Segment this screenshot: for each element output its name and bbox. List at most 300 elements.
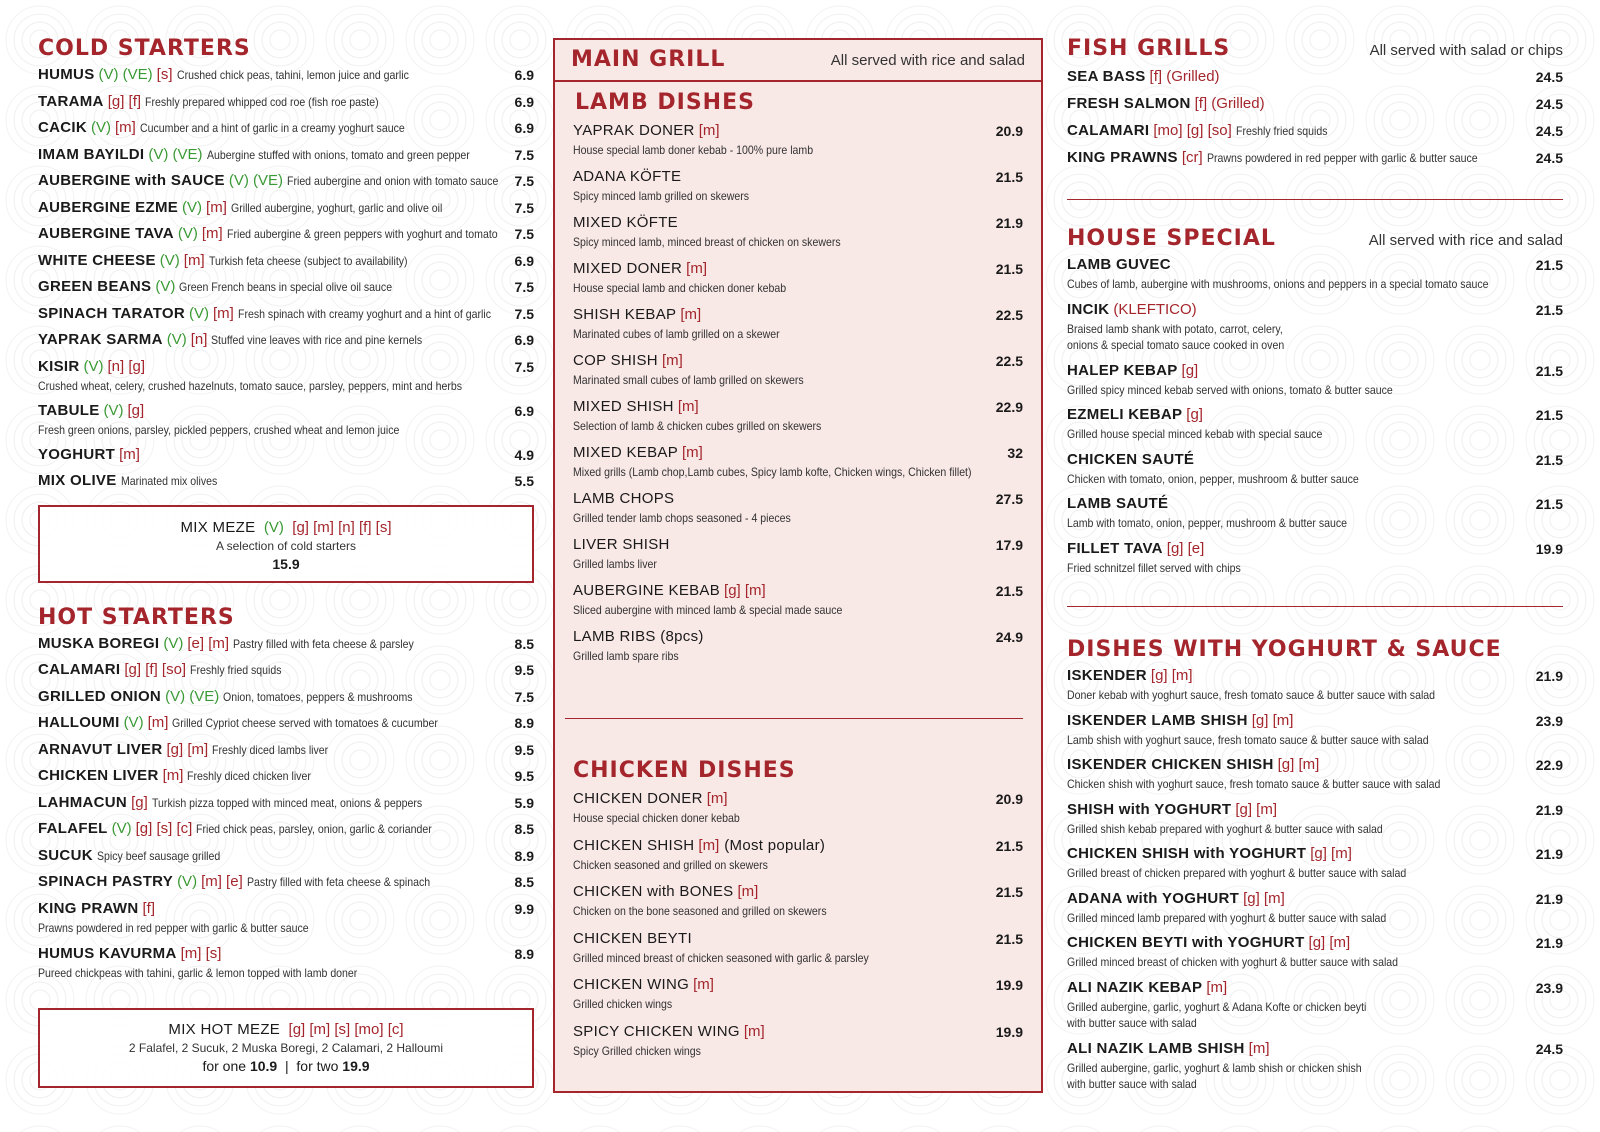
menu-item-text: [1067, 665, 1530, 703]
menu-item[interactable]: [573, 788, 1023, 835]
menu-item-line: [573, 928, 990, 950]
menu-item-allergen-tags: [s]: [156, 66, 173, 83]
menu-item-line: [1067, 360, 1530, 382]
house-divider: [1067, 606, 1563, 607]
menu-item[interactable]: [1067, 799, 1563, 844]
menu-item-desc: Aubergine stuffed with onions, tomato and green pepper: [206, 147, 470, 162]
menu-item-desc: Grilled chicken wings: [573, 997, 673, 1011]
fish-divider: [1067, 199, 1563, 200]
menu-item-allergen-tags: [m]: [115, 119, 136, 136]
menu-item-text: [38, 898, 509, 936]
menu-item-name: CHICKEN SAUTÉ: [1067, 450, 1195, 468]
menu-item-allergen-tags: [f] (Grilled): [1194, 95, 1265, 112]
menu-item-veg-tag: (V) (VE): [148, 145, 203, 163]
menu-item[interactable]: [38, 91, 534, 118]
menu-item[interactable]: [1067, 710, 1563, 755]
menu-item-allergen-tags: [g]: [131, 793, 148, 811]
menu-item[interactable]: [573, 212, 1023, 258]
menu-item-price: 7.5: [514, 688, 534, 705]
menu-item-veg-tag: (V) (VE): [228, 172, 284, 189]
menu-item-price: 7.5: [514, 358, 534, 375]
menu-item-name: LIVER SHISH: [573, 536, 670, 553]
menu-item-text: [1067, 932, 1530, 970]
menu-item-price: 8.9: [514, 847, 534, 864]
menu-item-line: [38, 845, 509, 867]
for-two-price: 19.9: [342, 1057, 370, 1074]
menu-item-line: [573, 534, 990, 556]
menu-item-desc: Prawns powdered in red pepper with garlic & butter sauce: [1206, 151, 1478, 165]
menu-item-allergen-tags: [m]: [162, 767, 184, 784]
menu-item-price: 8.5: [514, 874, 534, 890]
menu-item-text: [1067, 360, 1530, 398]
menu-item-price: 22.9: [1535, 757, 1563, 773]
menu-item-price: 5.5: [514, 473, 534, 489]
menu-item-name: CHICKEN LIVER: [38, 767, 159, 784]
fish-grills-subtitle: All served with salad or chips: [1369, 42, 1563, 59]
menu-item-allergen-tags: [f] (Grilled): [1149, 68, 1220, 85]
menu-item-text: [573, 120, 990, 158]
menu-item[interactable]: [1067, 754, 1563, 799]
menu-item[interactable]: [38, 898, 534, 943]
menu-item-text: [38, 739, 509, 761]
menu-item-text: [1067, 977, 1530, 1031]
menu-item-desc: Crushed wheat, celery, crushed hazelnuts, tomato sauce, parsley, peppers, mint and herbs: [38, 378, 462, 393]
menu-item-veg-tag: (V): [166, 331, 187, 348]
menu-item[interactable]: [38, 276, 534, 303]
menu-item-text: [1067, 754, 1530, 792]
menu-item-price: 19.9: [995, 977, 1023, 993]
menu-item-desc: Marinated cubes of lamb grilled on a skewer: [573, 327, 780, 341]
menu-item-desc: Freshly fried squids: [1235, 124, 1328, 138]
menu-item-price: 21.5: [1535, 451, 1563, 468]
menu-item-price: 21.5: [1535, 257, 1563, 273]
menu-item-desc: Grilled minced breast of chicken seasoned with garlic & parsley: [573, 950, 869, 965]
menu-item-veg-tag: (V): [91, 119, 111, 136]
menu-item[interactable]: [1067, 66, 1563, 93]
mix-meze-price: 15.9: [272, 555, 300, 572]
menu-item-text: [38, 943, 509, 981]
mix-meze-veg: (V): [263, 518, 284, 536]
menu-item[interactable]: [38, 356, 534, 400]
yoghurt-sauce-section: [1067, 637, 1563, 1099]
menu-item-price: 17.9: [995, 537, 1023, 553]
menu-item-line: [38, 871, 509, 893]
menu-item[interactable]: [38, 818, 534, 845]
menu-item-allergen-tags: [g] [m]: [1277, 756, 1320, 773]
menu-item-desc: Grilled spicy minced kebab served with onions, tomato & butter sauce: [1067, 382, 1393, 397]
menu-item-price: 6.9: [514, 402, 534, 419]
menu-item-name: MUSKA BOREGI: [38, 634, 160, 652]
menu-item[interactable]: [573, 396, 1023, 442]
menu-item[interactable]: [1067, 93, 1563, 120]
menu-item-line: [573, 212, 990, 234]
menu-item[interactable]: [38, 633, 534, 660]
menu-item-desc: Grilled minced lamb prepared with yoghurt & butter sauce with salad: [1067, 910, 1387, 925]
menu-item-desc: Lamb shish with yoghurt sauce, fresh tomato sauce & butter sauce with salad: [1067, 732, 1429, 747]
menu-item-text: [573, 928, 990, 966]
menu-item[interactable]: [38, 170, 534, 197]
menu-item-desc: Grilled aubergine, yoghurt, garlic and olive oil: [230, 200, 443, 215]
menu-item-text: [1067, 404, 1530, 442]
lamb-dishes-title: LAMB DISHES: [575, 90, 755, 115]
menu-item-desc: Grilled aubergine, garlic, yoghurt & lamb shish or chicken shish: [1067, 1060, 1362, 1075]
menu-item-line: [38, 792, 509, 814]
menu-item[interactable]: [38, 303, 534, 330]
menu-item-line: [573, 488, 990, 510]
menu-item-price: 27.5: [995, 491, 1023, 507]
chicken-dishes-title: CHICKEN DISHES: [573, 758, 796, 783]
menu-item-desc: Spicy Grilled chicken wings: [573, 1043, 701, 1058]
for-two-label: for two: [296, 1057, 339, 1074]
menu-item-line: [38, 64, 509, 86]
menu-item-name: LAMB CHOPS: [573, 490, 675, 507]
menu-item-price: 21.5: [995, 261, 1023, 277]
menu-item[interactable]: [38, 943, 534, 988]
menu-item-allergen-tags: [m]: [1206, 978, 1228, 996]
menu-item-allergen-tags: [g]: [1186, 406, 1203, 423]
menu-item-text: [38, 686, 509, 708]
menu-item[interactable]: [38, 197, 534, 224]
menu-item-desc: Marinated small cubes of lamb grilled on skewers: [573, 373, 804, 387]
mix-meze-desc: A selection of cold starters: [215, 538, 357, 553]
menu-item[interactable]: [573, 488, 1023, 534]
menu-item-price: 9.5: [514, 741, 534, 758]
menu-item-line: [573, 120, 990, 142]
menu-item-allergen-tags: [g] [m]: [1251, 711, 1294, 729]
menu-item-line: [573, 442, 1001, 464]
house-special-title: HOUSE SPECIAL: [1067, 226, 1276, 251]
menu-item[interactable]: [38, 765, 534, 792]
menu-item[interactable]: [38, 470, 534, 497]
menu-item[interactable]: [38, 792, 534, 819]
menu-item-name: HUMUS KAVURMA: [38, 944, 177, 962]
menu-item-price: 7.5: [514, 226, 534, 242]
menu-item-line: [573, 626, 990, 648]
menu-item-line: [1067, 404, 1530, 426]
menu-item-price: 5.9: [514, 794, 534, 811]
menu-item-name: CHICKEN with BONES: [573, 883, 734, 900]
menu-item[interactable]: [1067, 493, 1563, 538]
menu-item[interactable]: [38, 329, 534, 356]
menu-item-allergen-tags: [m]: [698, 122, 720, 139]
yoghurt-sauce-title: DISHES WITH YOGHURT & SAUCE: [1067, 637, 1502, 662]
menu-item-line: [1067, 888, 1530, 910]
menu-item-price: 21.5: [1535, 301, 1563, 318]
menu-item-text: [1067, 799, 1530, 837]
main-grill-subtitle: All served with rice and salad: [830, 51, 1025, 69]
menu-item-desc: Lamb with tomato, onion, pepper, mushroom & butter sauce: [1067, 516, 1348, 530]
menu-item-text: [38, 117, 509, 139]
menu-item[interactable]: [38, 444, 534, 471]
menu-item[interactable]: [38, 845, 534, 872]
menu-item[interactable]: [38, 64, 534, 91]
menu-item[interactable]: [1067, 977, 1563, 1038]
chicken-dishes-list: [573, 788, 1023, 1067]
menu-item-veg-tag: (V): [177, 873, 198, 890]
menu-item-text: [573, 788, 990, 826]
menu-item-desc: Grilled breast of chicken prepared with yoghurt & butter sauce with salad: [1067, 866, 1407, 880]
menu-item-veg-tag: (V): [111, 820, 132, 837]
menu-item[interactable]: [1067, 147, 1563, 174]
menu-item[interactable]: [573, 350, 1023, 396]
menu-item[interactable]: [573, 580, 1023, 626]
menu-item-veg-tag: (V): [155, 278, 176, 295]
menu-item[interactable]: [38, 223, 534, 250]
menu-item-allergen-tags: [mo] [g] [so]: [1153, 122, 1232, 139]
mix-hot-meze-prices: [40, 1056, 532, 1076]
menu-item-text: [573, 258, 990, 296]
menu-item[interactable]: [573, 534, 1023, 580]
menu-item-text: [573, 396, 990, 434]
menu-item[interactable]: [573, 442, 1023, 488]
menu-item-name: TARAMA: [38, 92, 104, 110]
menu-item-line: [1067, 843, 1530, 865]
menu-item-text: [1067, 1038, 1530, 1092]
menu-item-text: [573, 488, 990, 526]
menu-item-price: 24.5: [1535, 123, 1563, 139]
menu-item[interactable]: [573, 928, 1023, 975]
menu-item-text: [38, 197, 509, 219]
cold-starters-list: [38, 64, 534, 497]
menu-item-line: [38, 659, 509, 681]
cold-starters-title: COLD STARTERS: [38, 36, 251, 61]
menu-item-name: LAMB SAUTÉ: [1067, 495, 1169, 512]
menu-item[interactable]: [573, 1021, 1023, 1068]
menu-item-name: GREEN BEANS: [38, 278, 152, 295]
menu-item-allergen-tags: [m]: [682, 444, 703, 461]
house-special-section: [1067, 226, 1563, 582]
menu-item-name: KING PRAWNS: [1067, 149, 1178, 166]
menu-item-veg-tag: (V): [177, 225, 198, 242]
menu-item-name: YAPRAK DONER: [573, 122, 695, 139]
menu-item-line: [1067, 254, 1530, 276]
menu-item-text: [38, 470, 509, 492]
menu-item-line: [1067, 977, 1530, 999]
menu-item-price: 23.9: [1535, 712, 1563, 729]
menu-item-price: 4.9: [514, 446, 534, 463]
menu-item-name: SPINACH TARATOR: [38, 304, 185, 322]
menu-item-name: KING PRAWN: [38, 899, 139, 917]
menu-item-allergen-tags: [g]: [127, 401, 145, 419]
menu-item-text: [573, 626, 990, 664]
menu-item-line: [573, 1021, 990, 1043]
menu-item-name: KISIR: [38, 357, 80, 375]
menu-item-line: [38, 712, 509, 734]
menu-item-allergen-tags: [m]: [686, 260, 707, 277]
menu-item-name: TABULE: [38, 401, 100, 419]
menu-item-line: [573, 974, 990, 996]
menu-item[interactable]: [38, 712, 534, 739]
menu-item-text: [38, 871, 509, 893]
menu-item-name: FILLET TAVA: [1067, 539, 1163, 557]
menu-item[interactable]: [1067, 1038, 1563, 1099]
menu-item[interactable]: [573, 120, 1023, 166]
menu-item-name: SPICY CHICKEN WING: [573, 1022, 740, 1040]
menu-item-name: AUBERGINE KEBAB: [573, 582, 721, 599]
menu-item-allergen-tags: [m]: [698, 836, 720, 854]
menu-item[interactable]: [573, 258, 1023, 304]
menu-item-price: 6.9: [514, 120, 534, 136]
menu-item[interactable]: [1067, 404, 1563, 449]
menu-item-text: [38, 400, 509, 438]
menu-item-text: [1067, 147, 1530, 169]
menu-item[interactable]: [38, 739, 534, 766]
menu-item-name: CALAMARI: [38, 661, 121, 678]
menu-item-price: 21.5: [1535, 362, 1563, 379]
menu-item[interactable]: [1067, 888, 1563, 933]
menu-item-text: [38, 444, 509, 466]
menu-item-name: MIXED KEBAP: [573, 444, 678, 461]
menu-item-allergen-tags: [m]: [693, 976, 714, 993]
menu-item-text: [1067, 66, 1530, 88]
menu-item-desc: Pureed chickpeas with tahini, garlic & lemon topped with lamb doner: [38, 965, 358, 980]
menu-item-desc: House special chicken doner kebab: [573, 811, 740, 825]
main-grill-panel: [553, 38, 1043, 1093]
menu-item[interactable]: [1067, 843, 1563, 888]
menu-item-allergen-tags: [m]: [661, 352, 683, 369]
menu-item-desc: Chicken shish with yoghurt sauce, fresh tomato sauce & butter sauce with salad: [1067, 777, 1441, 791]
menu-item-desc: Grilled tender lamb chops seasoned - 4 pieces: [573, 511, 791, 525]
menu-item[interactable]: [573, 304, 1023, 350]
menu-item-text: [1067, 120, 1530, 142]
menu-item[interactable]: [1067, 665, 1563, 710]
menu-item-desc: Mixed grills (Lamb chop,Lamb cubes, Spicy lamb kofte, Chicken wings, Chicken fillet): [573, 465, 972, 479]
menu-item[interactable]: [1067, 254, 1563, 299]
menu-item[interactable]: [1067, 360, 1563, 405]
menu-item[interactable]: [38, 686, 534, 713]
menu-item-desc: Pastry filled with feta cheese & parsley: [233, 636, 414, 651]
menu-item-line: [573, 396, 990, 418]
menu-item-veg-tag: (V) (VE): [98, 66, 153, 83]
menu-item-text: [38, 356, 509, 394]
menu-item-allergen-tags: [m]: [737, 883, 759, 900]
menu-item-allergen-tags: [m]: [677, 398, 699, 415]
menu-item-line: [573, 580, 990, 602]
menu-item-name: MIXED DONER: [573, 260, 683, 277]
menu-item-desc-2: with butter sauce with salad: [1067, 1015, 1197, 1030]
menu-item-line: [38, 943, 509, 965]
menu-item[interactable]: [1067, 299, 1563, 360]
menu-item[interactable]: [1067, 932, 1563, 977]
menu-item-line: [1067, 449, 1530, 471]
menu-item-desc: Marinated mix olives: [120, 474, 217, 488]
menu-item-desc: Chicken seasoned and grilled on skewers: [573, 857, 768, 872]
menu-item-allergen-tags: [g] [f]: [107, 92, 142, 110]
menu-item-allergen-tags: [g] [s] [c]: [135, 820, 193, 837]
mix-meze-tags: [g] [m] [n] [f] [s]: [292, 518, 392, 536]
menu-item-name: HALEP KEBAP: [1067, 361, 1178, 379]
menu-item[interactable]: [38, 117, 534, 144]
menu-item-text: [38, 276, 509, 298]
menu-item-line: [1067, 120, 1530, 142]
menu-item-line: [1067, 799, 1530, 821]
mix-hot-meze-box[interactable]: [38, 1008, 534, 1088]
menu-item-allergen-tags: [g] [m]: [1243, 889, 1285, 907]
menu-item-name: MIX OLIVE: [38, 472, 117, 489]
menu-item-price: 21.5: [995, 583, 1023, 599]
menu-item-line: [1067, 710, 1530, 732]
menu-item-desc: Fresh spinach with creamy yoghurt and a hint of garlic: [237, 306, 491, 321]
menu-item-name: MIXED SHISH: [573, 398, 674, 415]
menu-item[interactable]: [1067, 538, 1563, 583]
fish-grills-list: [1067, 66, 1563, 174]
menu-item-line: [38, 303, 509, 325]
menu-item-desc: Pastry filled with feta cheese & spinach: [246, 875, 430, 889]
lamb-dishes-list: [573, 120, 1023, 672]
menu-item[interactable]: [573, 835, 1023, 882]
menu-item-desc: Cubes of lamb, aubergine with mushrooms, onions and peppers in a special tomato sauce: [1067, 277, 1489, 291]
menu-item-line: [1067, 932, 1530, 954]
menu-item-name: HALLOUMI: [38, 714, 120, 731]
mix-meze-box[interactable]: [38, 505, 534, 583]
menu-item-allergen-tags: [m]: [147, 714, 169, 731]
for-one-label: for one: [202, 1057, 247, 1074]
menu-item-line: [38, 898, 509, 920]
menu-item-text: [1067, 493, 1530, 531]
menu-item-price: 7.5: [514, 305, 534, 322]
menu-item-price: 21.9: [1535, 846, 1563, 862]
right-column: [1067, 36, 1563, 174]
menu-item-name: INCIK: [1067, 300, 1110, 318]
menu-item-price: 21.9: [1535, 890, 1563, 907]
menu-item-allergen-tags: [m]: [119, 445, 140, 463]
house-special-header: [1067, 226, 1563, 252]
menu-item-desc: Freshly prepared whipped cod roe (fish roe paste): [145, 94, 379, 109]
menu-item-name: ISKENDER LAMB SHISH: [1067, 711, 1248, 729]
mix-hot-meze-name: MIX HOT MEZE: [168, 1020, 281, 1038]
menu-item-text: [573, 166, 990, 204]
menu-item-desc: Grilled shish kebab prepared with yoghurt & butter sauce with salad: [1067, 821, 1383, 836]
menu-item-name: AUBERGINE with SAUCE: [38, 172, 225, 189]
menu-item-line: [1067, 1038, 1530, 1060]
menu-item[interactable]: [573, 626, 1023, 672]
menu-item-line: [1067, 538, 1530, 560]
menu-item[interactable]: [573, 166, 1023, 212]
menu-item-allergen-tags: [g] [m]: [724, 582, 766, 599]
menu-item-text: [38, 223, 509, 245]
menu-item-name: ISKENDER CHICKEN SHISH: [1067, 756, 1274, 773]
menu-item-desc: Green French beans in special olive oil sauce: [179, 280, 393, 294]
menu-item[interactable]: [38, 400, 534, 444]
menu-item[interactable]: [573, 881, 1023, 928]
main-grill-header: [555, 40, 1041, 82]
hot-starters-list: [38, 633, 534, 988]
menu-item[interactable]: [38, 871, 534, 898]
menu-item-allergen-tags: [m]: [680, 306, 702, 323]
menu-item-veg-tag: (V): [182, 198, 203, 216]
menu-item-text: [1067, 843, 1530, 881]
menu-item-name: CACIK: [38, 119, 87, 136]
menu-item-desc: Prawns powdered in red pepper with garlic & butter sauce: [38, 920, 309, 935]
menu-item[interactable]: [38, 250, 534, 277]
menu-item-price: 23.9: [1535, 979, 1563, 996]
menu-item-desc: Grilled aubergine, garlic, yoghurt & Adana Kofte or chicken beyti: [1067, 999, 1367, 1014]
menu-item[interactable]: [1067, 449, 1563, 494]
menu-item-text: [573, 881, 990, 919]
menu-item[interactable]: [573, 974, 1023, 1021]
menu-item[interactable]: [1067, 120, 1563, 147]
menu-item-name: ALI NAZIK LAMB SHISH: [1067, 1039, 1245, 1057]
menu-item-name: WHITE CHEESE: [38, 251, 156, 269]
menu-item-price: 24.9: [995, 629, 1023, 645]
menu-item[interactable]: [38, 659, 534, 686]
menu-item-name: AUBERGINE TAVA: [38, 225, 174, 242]
menu-item-text: [38, 144, 509, 166]
menu-item-desc: Cucumber and a hint of garlic in a creamy yoghurt sauce: [139, 121, 405, 135]
menu-item-line: [38, 329, 509, 351]
menu-item[interactable]: [38, 144, 534, 171]
menu-item-line: [38, 170, 509, 192]
